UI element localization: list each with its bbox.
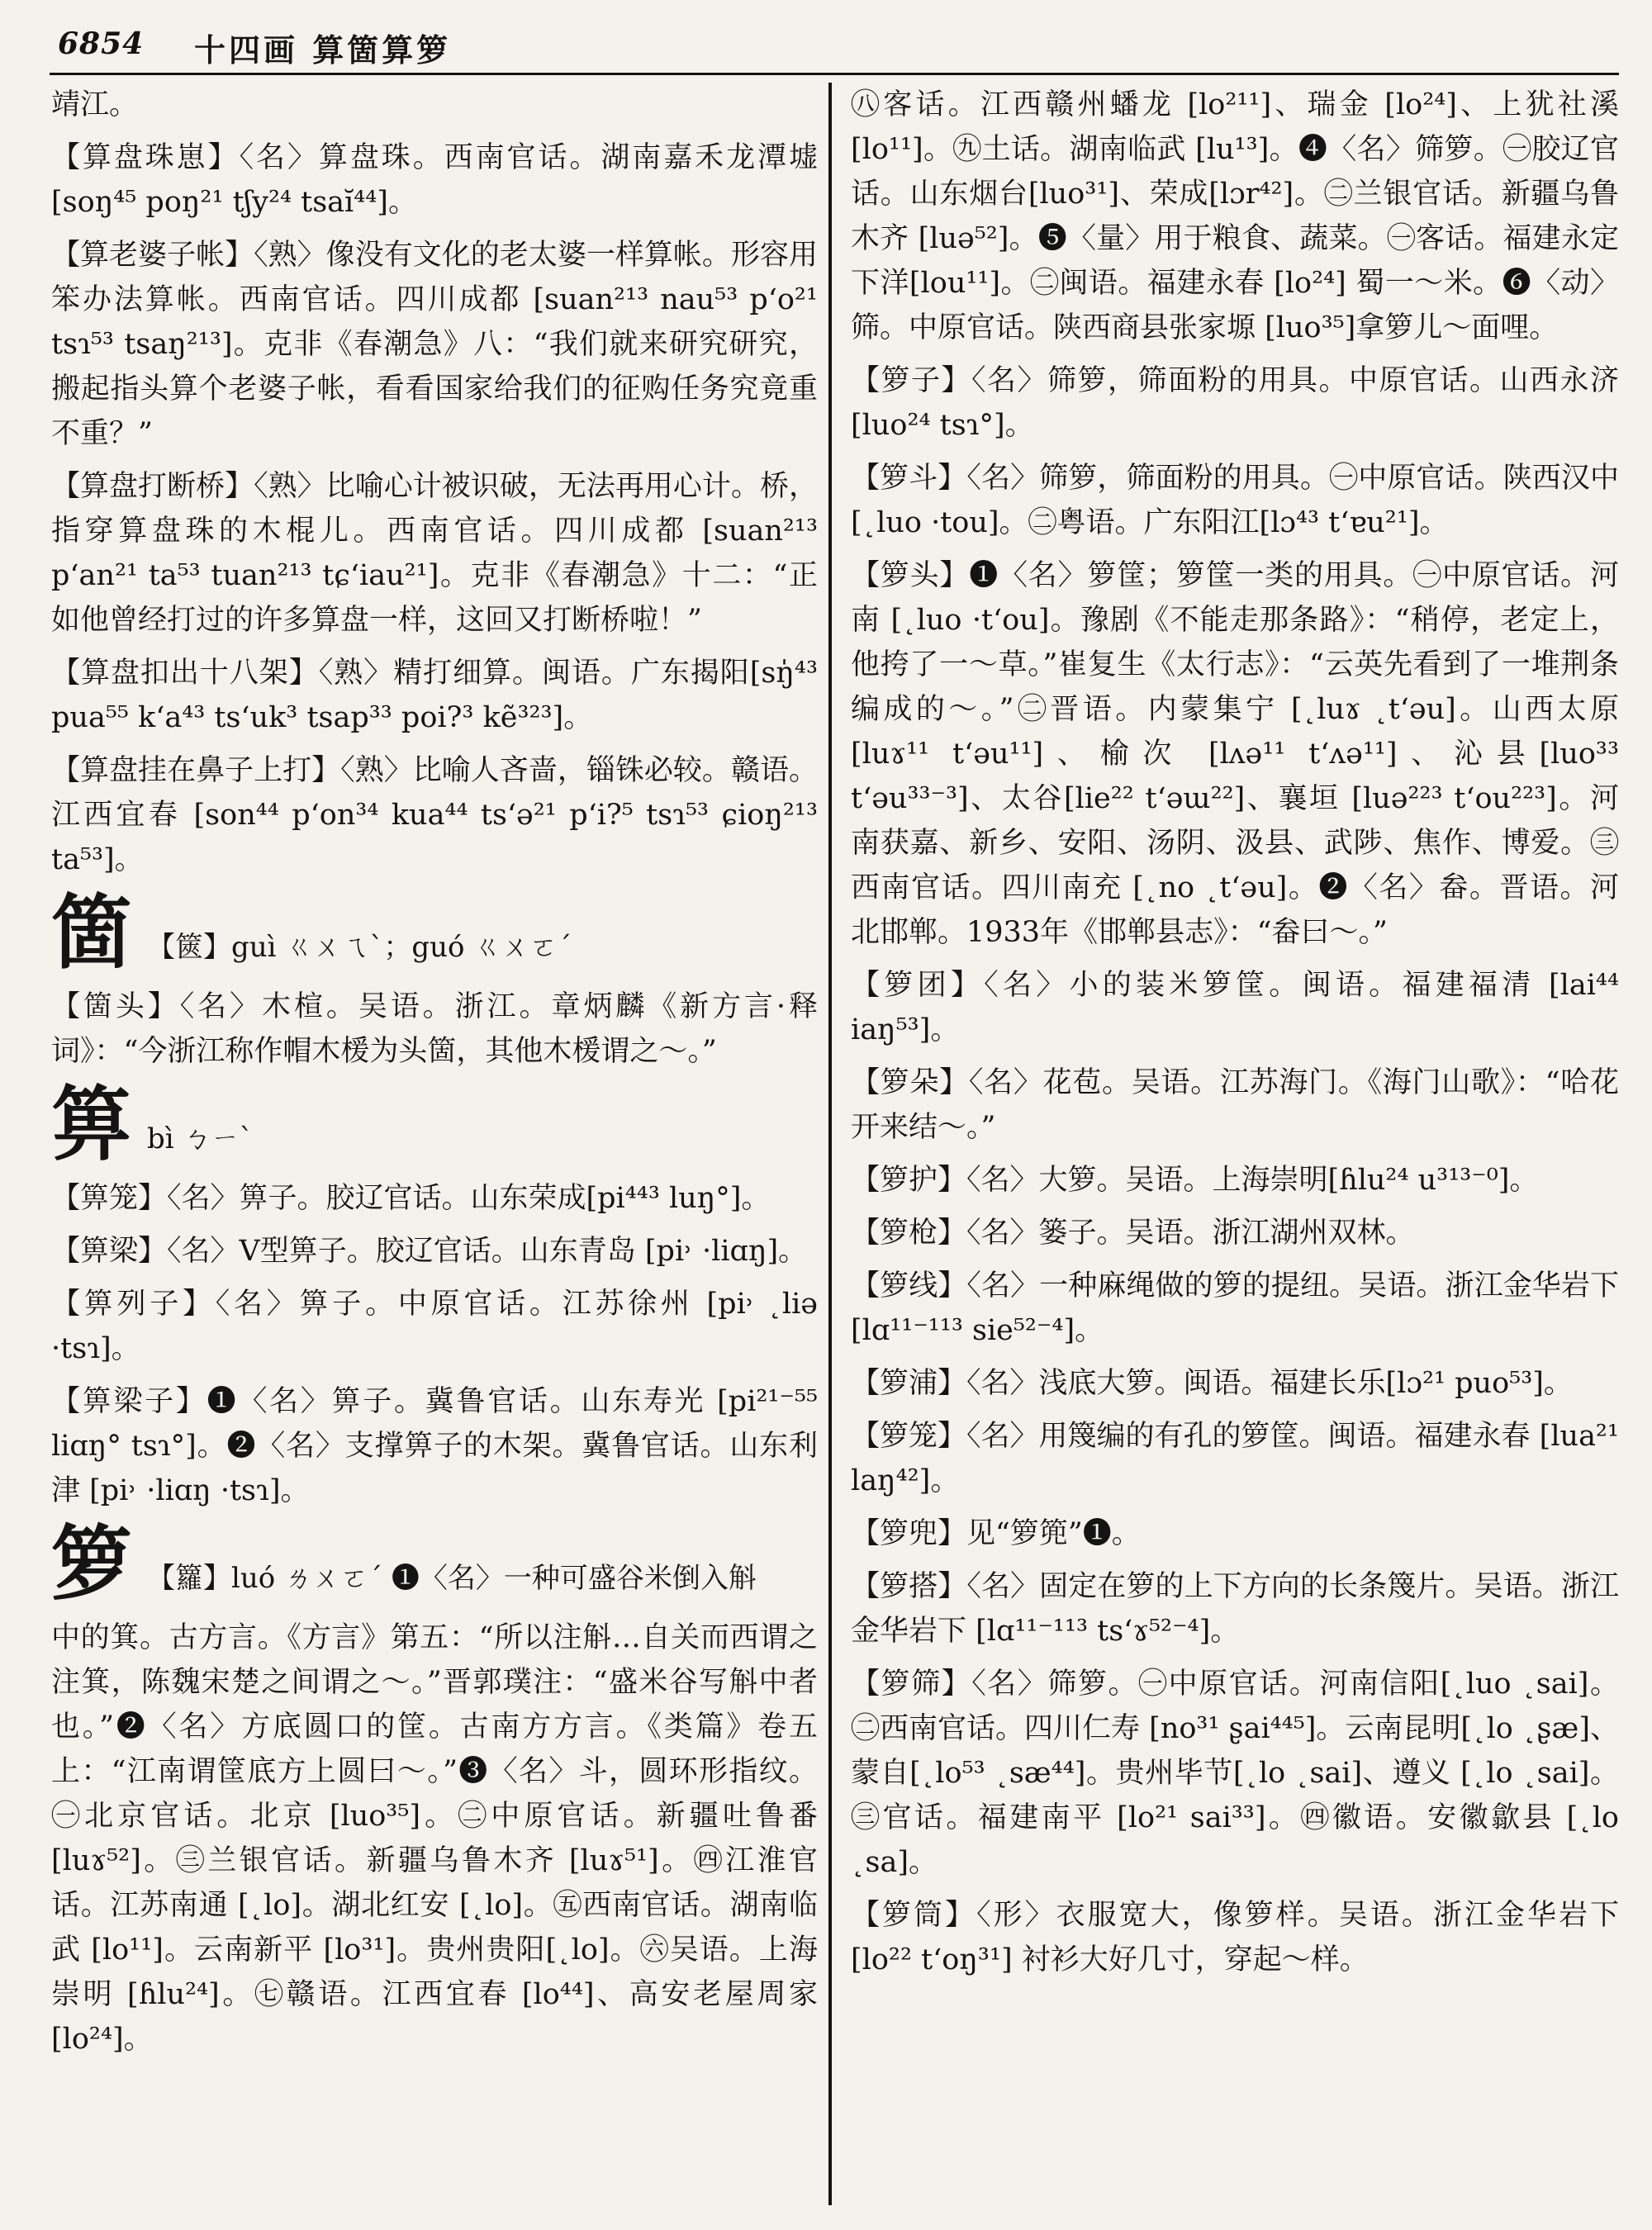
dictionary-entry: 【箩浦】〈名〉浅底大箩。闽语。福建长乐[lɔ²¹ puo⁵³]。 xyxy=(851,1367,1573,1400)
headword-character: 箇 xyxy=(51,885,133,980)
page-number: 6854 xyxy=(58,26,145,61)
headword-character: 箩 xyxy=(51,1516,133,1611)
headword-character: 箅 xyxy=(51,1077,133,1172)
dictionary-entry: 【箩子】〈名〉筛箩，筛面粉的用具。中原官话。山西永济 [luo²⁴ tsɿ°]。 xyxy=(851,364,1619,442)
dictionary-entry: 【算盘珠崽】〈名〉算盘珠。西南官话。湖南嘉禾龙潭墟 [soŋ⁴⁵ poŋ²¹ tʃy²⁴ tsaĭ⁴⁴]。 xyxy=(51,141,818,219)
dictionary-entry: 靖江。 xyxy=(51,88,139,121)
right-column xyxy=(851,83,1619,2213)
column-divider xyxy=(828,83,832,2205)
dictionary-entry: 【箅笼】〈名〉箅子。胶辽官话。山东荣成[pi⁴⁴³ luŋ°]。 xyxy=(51,1182,771,1215)
dictionary-entry: 【箅列子】〈名〉箅子。中原官话。江苏徐州 [pi˒ ˛liə ·tsɿ]。 xyxy=(51,1288,818,1365)
headword-reading: 【籮】luó ㄌㄨㄛˊ ❶〈名〉一种可盛谷米倒入斛 xyxy=(147,1562,757,1595)
section-title: 十四画 算箇算箩 xyxy=(194,31,452,69)
dictionary-entry: 【箩斗】〈名〉筛箩，筛面粉的用具。㊀中原官话。陕西汉中[˛luo ·tou]。㊁粤语。广东阳江[lɔ⁴³ tʻɐu²¹]。 xyxy=(851,462,1619,539)
dictionary-entry: 【箩搭】〈名〉固定在箩的上下方向的长条篾片。吴语。浙江金华岩下 [lɑ¹¹⁻¹¹³ tsʻɤ⁵²⁻⁴]。 xyxy=(851,1570,1619,1648)
dictionary-entry: 【算老婆子帐】〈熟〉像没有文化的老太婆一样算帐。形容用笨办法算帐。西南官话。四川成都 [suan²¹³ nau⁵³ pʻo²¹ tsɿ⁵³ tsaŋ²¹³]。克非《春潮急》八：“我们就来研究研究，搬起指头算个老婆子帐，看看国家给我们的征购任务究竟重不重？” xyxy=(51,239,818,450)
dictionary-entry: 【箩笼】〈名〉用篾编的有孔的箩筐。闽语。福建永春 [lua²¹ laŋ⁴²]。 xyxy=(851,1420,1619,1497)
dictionary-entry: 【箇头】〈名〉木楦。吴语。浙江。章炳麟《新方言·释词》：“今浙江称作帽木楥为头箇，其他木楥谓之～。” xyxy=(51,990,818,1068)
dictionary-entry: 【箩团】〈名〉小的装米箩筐。闽语。福建福清 [lai⁴⁴ iaŋ⁵³]。 xyxy=(851,969,1619,1046)
headword-reading: 【篋】guì ㄍㄨㄟˋ；guó ㄍㄨㄛˊ xyxy=(147,931,572,964)
dictionary-entry: 【箩筛】〈名〉筛箩。㊀中原官话。河南信阳[˛luo ˛sai]。㊁西南官话。四川仁寿 [no³¹ ʂai⁴⁴⁵]。云南昆明[˛lo ˛ʂæ]、蒙自[˛lo⁵³ ˛sæ⁴⁴]。贵州毕节[˛lo ˛sai]、遵义 [˛lo ˛sai]。㊂官话。福建南平 [lo²¹ sai³³]。㊃徽语。安徽歙县 [˛lo ˛sa]。 xyxy=(851,1668,1619,1879)
dictionary-entry: 【箩枪】〈名〉篓子。吴语。浙江湖州双林。 xyxy=(851,1217,1415,1250)
dictionary-entry: 【箩头】❶〈名〉箩筐；箩筐一类的用具。㊀中原官话。河南 [˛luo ·tʻou]。豫剧《不能走那条路》：“稍停，老定上，他挎了一～草。”崔复生《太行志》：“云英先看到了一堆荆条编成的～。”㊁晋语。内蒙集宁 [˛luɤ ˛tʻəu]。山西太原 [luɤ¹¹ tʻəu¹¹]、榆次 [lʌə¹¹ tʻʌə¹¹]、沁县[luo³³ tʻəu³³⁻³]、太谷[lie²² tʻəɯ²²]、襄垣 [luə²²³ tʻou²²³]。河南获嘉、新乡、安阳、汤阴、汲县、武陟、焦作、博爱。㊂西南官话。四川南充 [˛no ˛tʻəu]。❷〈名〉畚。晋语。河北邯郸。1933年《邯郸县志》：“畚曰～。” xyxy=(851,559,1619,949)
dictionary-entry: 【箩朵】〈名〉花苞。吴语。江苏海门。《海门山歌》：“哈花开来结～。” xyxy=(851,1066,1619,1144)
page-header xyxy=(58,18,1611,68)
dictionary-entry: 【箩护】〈名〉大箩。吴语。上海崇明[ɦlu²⁴ u³¹³⁻⁰]。 xyxy=(851,1164,1539,1197)
dictionary-entry: 【算盘挂在鼻子上打】〈熟〉比喻人吝啬，锱铢必较。赣语。江西宜春 [son⁴⁴ pʻon³⁴ kua⁴⁴ tsʻə²¹ pʻi?⁵ tsɿ⁵³ ɕioŋ²¹³ ta⁵³]。 xyxy=(51,754,818,876)
left-column xyxy=(51,83,818,2213)
dictionary-entry: 【箩兜】见“箩篼”❶。 xyxy=(851,1517,1141,1550)
headword-entry xyxy=(51,1516,818,1611)
headword-entry xyxy=(51,885,818,980)
dictionary-entry: 【箅梁子】❶〈名〉箅子。冀鲁官话。山东寿光 [pi²¹⁻⁵⁵ liɑŋ° tsɿ°]。❷〈名〉支撑箅子的木架。冀鲁官话。山东利津 [pi˒ ·liɑŋ ·tsɿ]。 xyxy=(51,1385,818,1507)
headword-entry xyxy=(51,1077,818,1172)
dictionary-entry: 【算盘打断桥】〈熟〉比喻心计被识破，无法再用心计。桥，指穿算盘珠的木棍儿。西南官话。四川成都 [suan²¹³ pʻan²¹ ta⁵³ tuan²¹³ tɕʻiau²¹]。克非《春潮急》十二：“正如他曾经打过的许多算盘一样，这回又打断桥啦！” xyxy=(51,470,818,637)
dictionary-entry: 【箩筒】〈形〉衣服宽大，像箩样。吴语。浙江金华岩下 [lo²² tʻoŋ³¹] 衬衫大好几寸，穿起～样。 xyxy=(851,1899,1619,1976)
dictionary-entry: ㊇客话。江西赣州蟠龙 [lo²¹¹]、瑞金 [lo²⁴]、上犹社溪 [lo¹¹]。㊈土话。湖南临武 [lu¹³]。❹〈名〉筛箩。㊀胶辽官话。山东烟台[luo³¹]、荣成[lɔr⁴²]。㊁兰银官话。新疆乌鲁木齐 [luə⁵²]。❺〈量〉用于粮食、蔬菜。㊀客话。福建永定下洋[lou¹¹]。㊁闽语。福建永春 [lo²⁴] 蜀一～米。❻〈动〉筛。中原官话。陕西商县张家塬 [luo³⁵]拿箩儿～面哩。 xyxy=(851,88,1619,344)
dictionary-entry: 中的箕。古方言。《方言》第五：“所以注斛…自关而西谓之注箕，陈魏宋楚之间谓之～。”晋郭璞注：“盛米谷写斛中者也。”❷〈名〉方底圆口的筐。古南方方言。《类篇》卷五上：“江南谓筐底方上圆曰～。”❸〈名〉斗，圆环形指纹。㊀北京官话。北京 [luo³⁵]。㊁中原官话。新疆吐鲁番 [luɤ⁵²]。㊂兰银官话。新疆乌鲁木齐 [luɤ⁵¹]。㊃江淮官话。江苏南通 [˛lo]。湖北红安 [˛lo]。㊄西南官话。湖南临武 [lo¹¹]。云南新平 [lo³¹]。贵州贵阳[˛lo]。㊅吴语。上海崇明 [ɦlu²⁴]。㊆赣语。江西宜春 [lo⁴⁴]、高安老屋周家 [lo²⁴]。 xyxy=(51,1621,818,2056)
dictionary-entry: 【算盘扣出十八架】〈熟〉精打细算。闽语。广东揭阳[sŋ̍⁴³ pua⁵⁵ kʻa⁴³ tsʻuk³ tsap³³ poi?³ kẽ³²³]。 xyxy=(51,657,818,734)
headword-reading: bì ㄅㄧˋ xyxy=(147,1122,254,1155)
header-rule xyxy=(50,73,1619,75)
dictionary-entry: 【箅梁】〈名〉V型箅子。胶辽官话。山东青岛 [pi˒ ·liɑŋ]。 xyxy=(51,1235,808,1268)
dictionary-entry: 【箩线】〈名〉一种麻绳做的箩的提纽。吴语。浙江金华岩下 [lɑ¹¹⁻¹¹³ sie⁵²⁻⁴]。 xyxy=(851,1269,1619,1347)
